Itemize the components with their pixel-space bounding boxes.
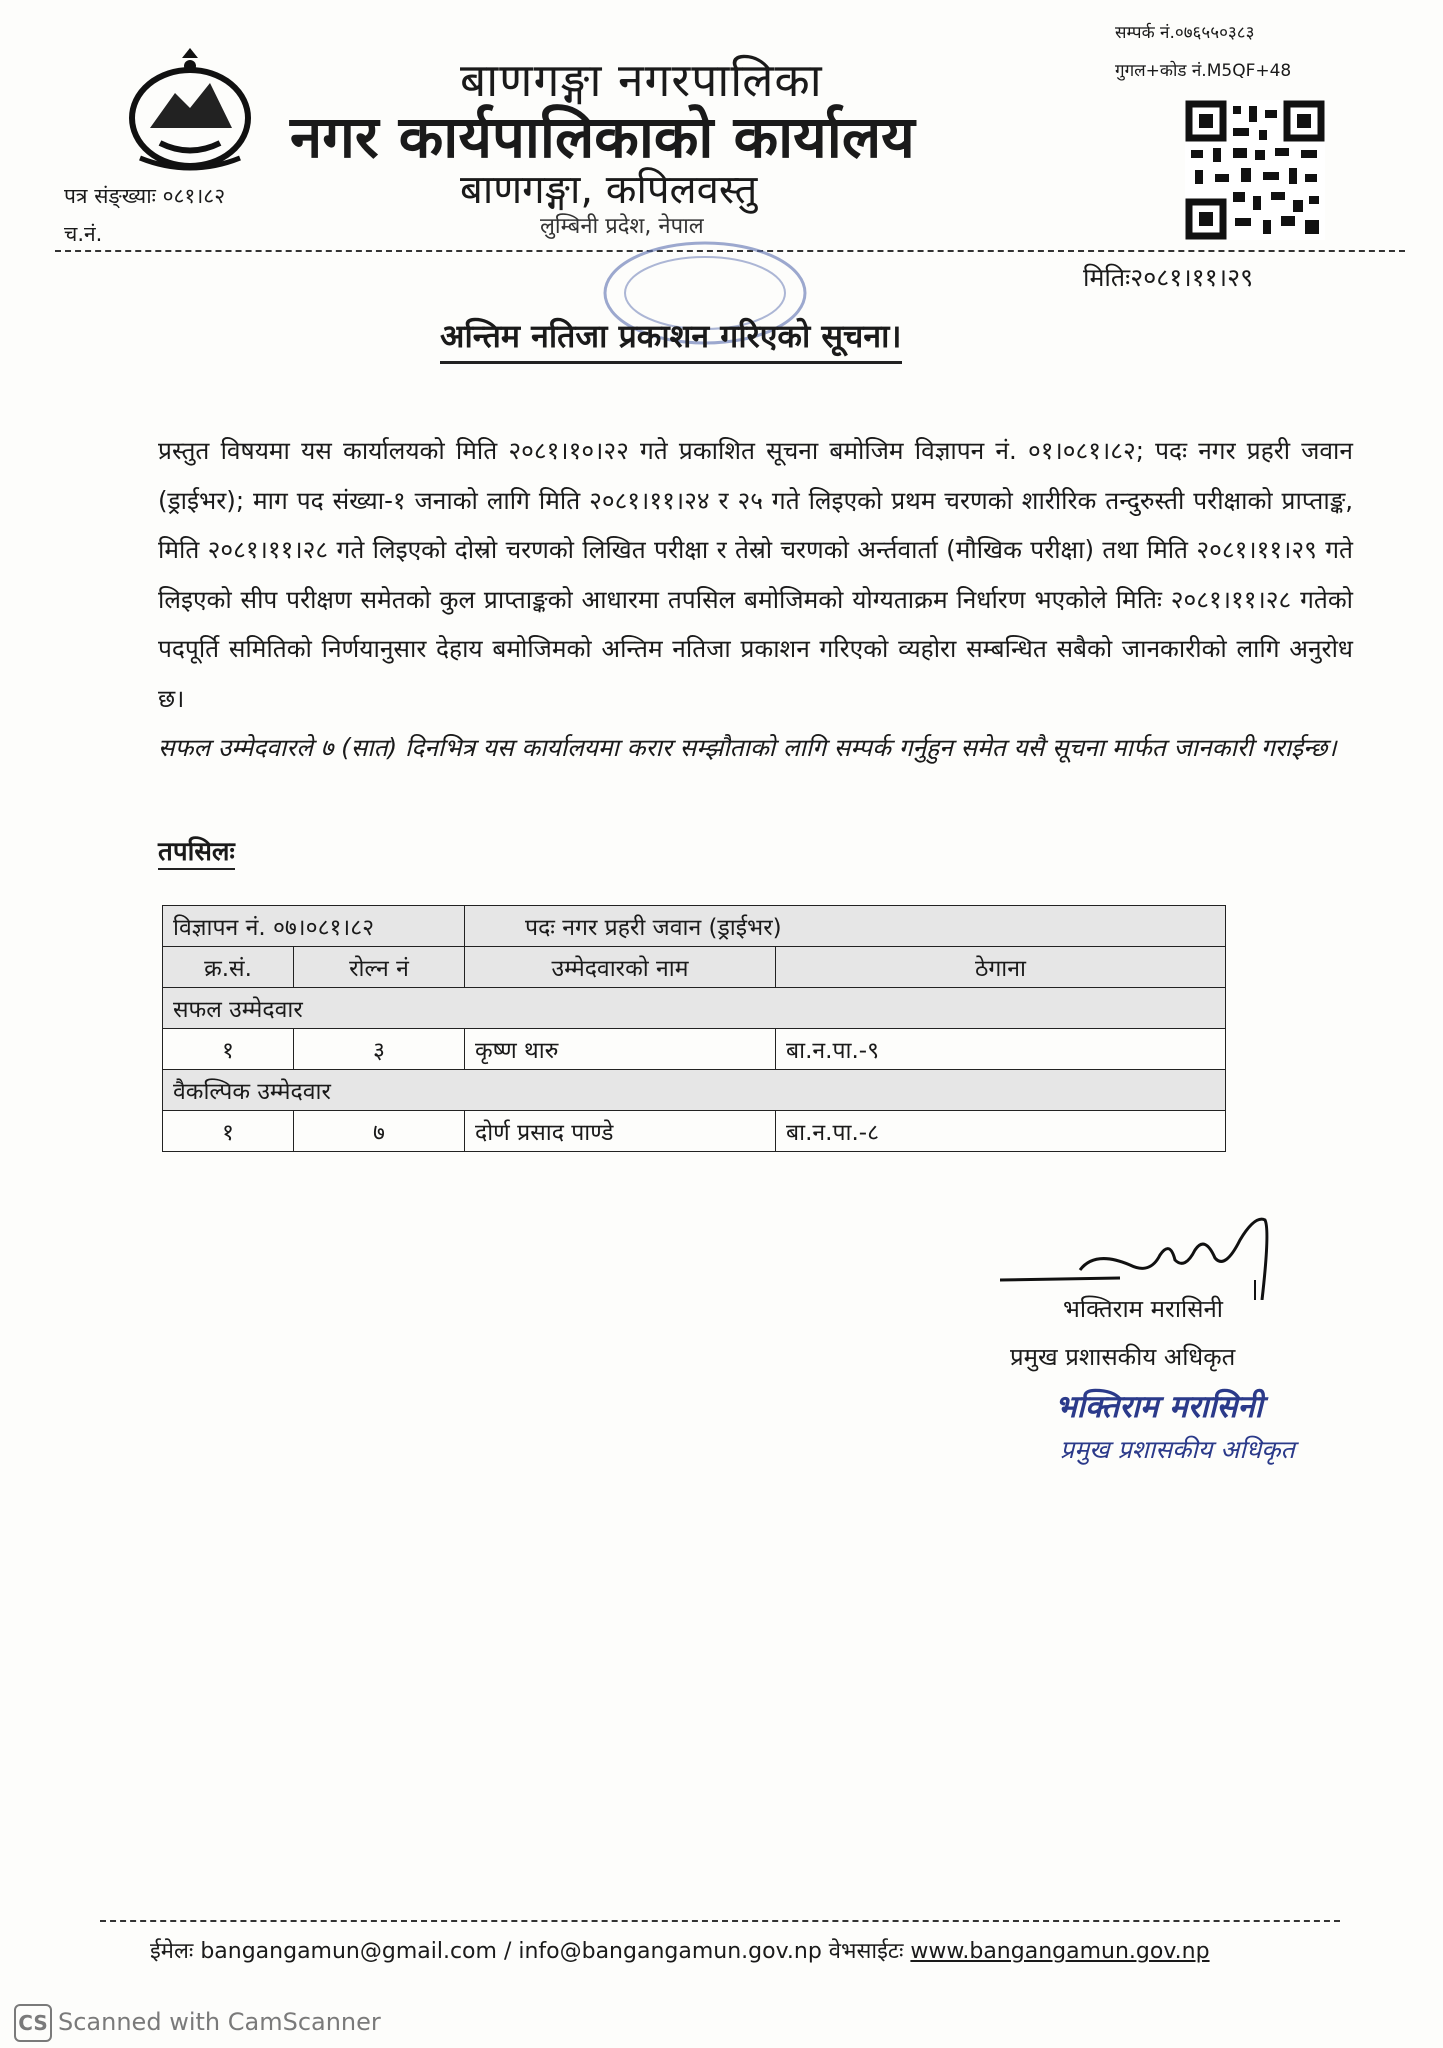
- row-name: कृष्ण थारु: [465, 1029, 776, 1070]
- table-header-row: [163, 947, 1226, 988]
- camscanner-watermark: [14, 2004, 381, 2042]
- stamp-role: प्रमुख प्रशासकीय अधिकृत: [1060, 1435, 1295, 1464]
- contact-number: सम्पर्क नं.०७६५५०३८३: [1115, 23, 1255, 43]
- website-label: वेभसाईटः: [828, 1939, 904, 1964]
- issue-date: मितिः२०८१।११।२९: [1083, 263, 1254, 292]
- row-serial: १: [163, 1111, 294, 1152]
- post-name: पदः नगर प्रहरी जवान (ड्राईभर): [465, 906, 1226, 947]
- table-row: [163, 1029, 1226, 1070]
- notice-title: अन्तिम नतिजा प्रकाशन गरिएको सूचना।: [440, 314, 902, 364]
- row-address: बा.न.पा.-८: [776, 1111, 1226, 1152]
- signatory-role: प्रमुख प्रशासकीय अधिकृत: [1010, 1343, 1236, 1371]
- footer-divider: [100, 1920, 1340, 1922]
- email-label: ईमेलः: [150, 1939, 194, 1964]
- table-row: [163, 1111, 1226, 1152]
- reference-number: च.नं.: [64, 222, 103, 246]
- row-serial: १: [163, 1029, 294, 1070]
- row-address: बा.न.पा.-९: [776, 1029, 1226, 1070]
- results-table: [162, 905, 1226, 1152]
- email-addresses[interactable]: bangangamun@gmail.com / info@bangangamun.gov.np: [200, 1939, 822, 1964]
- section-alternate: वैकल्पिक उम्मेदवार: [163, 1070, 1226, 1111]
- col-address: ठेगाना: [776, 947, 1226, 988]
- row-roll: ७: [294, 1111, 465, 1152]
- office-province: लुम्बिनी प्रदेश, नेपाल: [540, 214, 704, 239]
- municipality-name: बाणगङ्गा नगरपालिका: [460, 53, 823, 107]
- table-caption-row: [163, 906, 1226, 947]
- nepal-emblem-icon: [120, 48, 260, 178]
- watermark-text: Scanned with CamScanner: [58, 2008, 381, 2036]
- row-roll: ३: [294, 1029, 465, 1070]
- office-location: बाणगङ्गा, कपिलवस्तु: [460, 167, 758, 213]
- stamp-name: भक्तिराम मरासिनी: [1055, 1389, 1263, 1425]
- details-heading: तपसिलः: [158, 832, 235, 870]
- signature-icon: [1000, 1210, 1320, 1300]
- col-roll: रोल्न नं: [294, 947, 465, 988]
- col-serial: क्र.सं.: [163, 947, 294, 988]
- ad-number: विज्ञापन नं. ०७।०८१।८२: [163, 906, 465, 947]
- office-name: नगर कार्यपालिकाको कार्यालय: [290, 103, 915, 171]
- notice-note: सफल उम्मेदवारले ७ (सात) दिनभित्र यस कार्यालयमा करार सम्झौताको लागि सम्पर्क गर्नुहुन समेत यसै सूचना मार्फत जानकारी गराईन्छ।: [158, 733, 1337, 762]
- section-successful: सफल उम्मेदवार: [163, 988, 1226, 1029]
- notice-body: [158, 426, 1353, 773]
- qr-code-icon: [1185, 100, 1325, 240]
- signatory-name: भक्तिराम मरासिनी: [1063, 1295, 1224, 1323]
- section-row: [163, 1070, 1226, 1111]
- letter-number: पत्र संङ्ख्याः ०८१।८२: [64, 184, 226, 208]
- section-row: [163, 988, 1226, 1029]
- col-name: उम्मेदवारको नाम: [465, 947, 776, 988]
- footer: [150, 1935, 1210, 1965]
- row-name: दोर्ण प्रसाद पाण्डे: [465, 1111, 776, 1152]
- plus-code: गुगल+कोड नं.M5QF+48: [1115, 61, 1292, 81]
- notice-paragraph: प्रस्तुत विषयमा यस कार्यालयको मिति २०८१।१०।२२ गते प्रकाशित सूचना बमोजिम विज्ञापन नं. ०१।०८१।८२; पदः नगर प्रहरी जवान (ड्राईभर); माग पद संख्या-१ जनाको लागि मिति २०८१।११।२४ र २५ गते लिइएको प्रथम चरणको शारीरिक तन्दुरुस्ती परीक्षाको प्राप्ताङ्क, मिति २०८१।११।२८ गते लिइएको दोस्रो चरणको लिखित परीक्षा र तेस्रो चरणको अर्न्तवार्ता (मौखिक परीक्षा) तथा मिति २०८१।११।२९ गते लिइएको सीप परीक्षण समेतको कुल प्राप्ताङ्कको आधारमा तपसिल बमोजिमको योग्यताक्रम निर्धारण भएकोले मितिः २०८१।११।२८ गतेको पदपूर्ति समितिको निर्णयानुसार देहाय बमोजिमको अन्तिम नतिजा प्रकाशन गरिएको व्यहोरा सम्बन्धित सबैको जानकारीको लागि अनुरोध छ।: [158, 436, 1353, 713]
- camscanner-logo-icon: CS: [14, 2004, 52, 2042]
- website-link[interactable]: www.bangangamun.gov.np: [910, 1939, 1210, 1964]
